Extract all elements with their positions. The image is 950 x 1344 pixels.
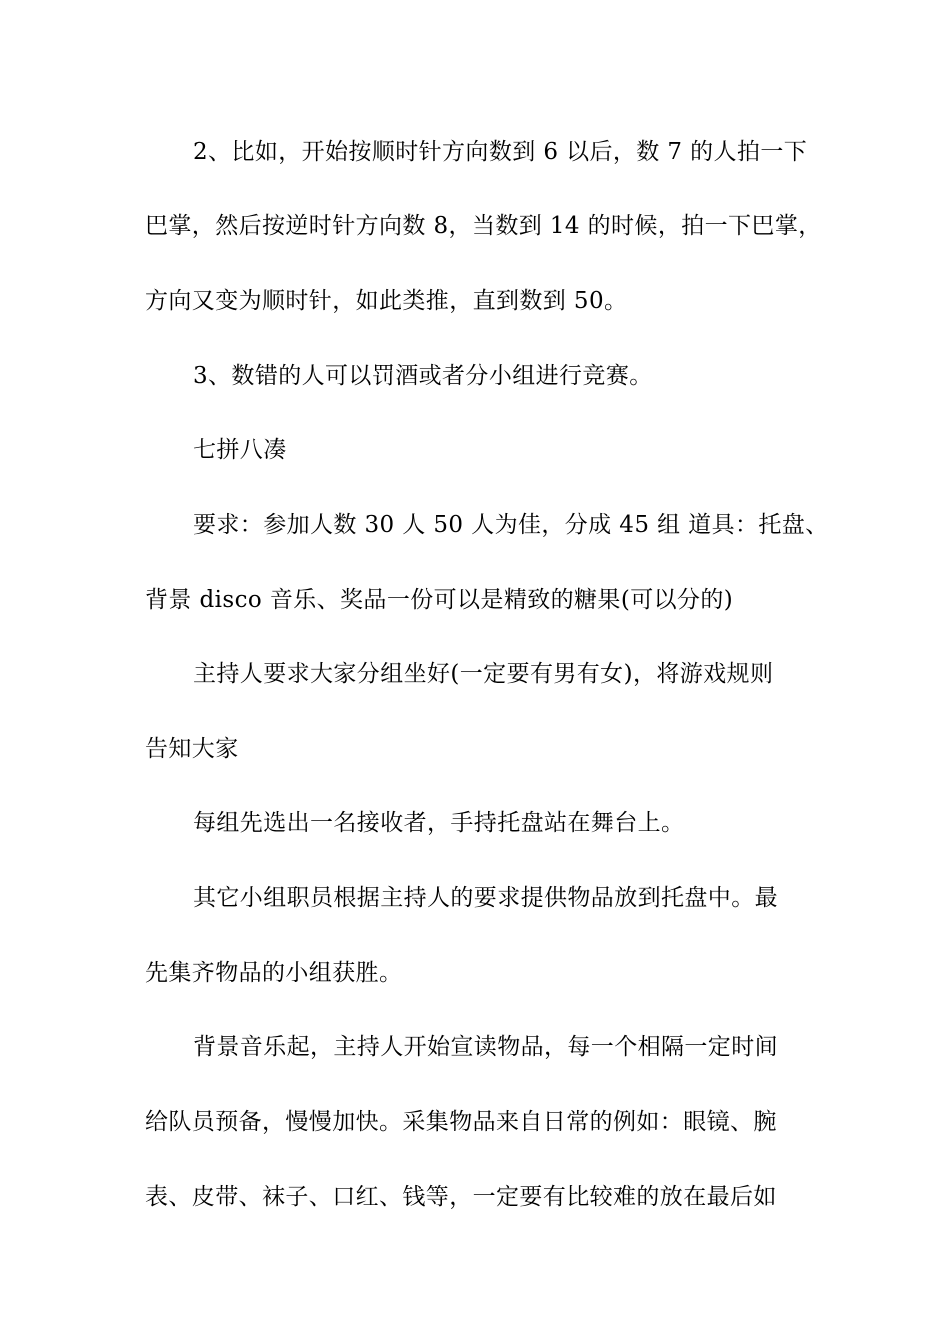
paragraph-line: 3、数错的人可以罚酒或者分小组进行竞赛。 xyxy=(193,363,653,389)
paragraph-line: 2、比如，开始按顺时针方向数到 6 以后，数 7 的人拍一下 xyxy=(193,139,808,165)
section-heading: 七拼八凑 xyxy=(193,437,287,463)
paragraph-line: 巴掌，然后按逆时针方向数 8，当数到 14 的时候，拍一下巴掌， xyxy=(145,213,822,239)
paragraph-line: 主持人要求大家分组坐好(一定要有男有女)，将游戏规则 xyxy=(193,661,774,687)
paragraph-line: 每组先选出一名接收者，手持托盘站在舞台上。 xyxy=(193,810,685,836)
paragraph-line: 表、皮带、袜子、口红、钱等，一定要有比较难的放在最后如 xyxy=(145,1184,777,1210)
paragraph-line: 给队员预备，慢慢加快。采集物品来自日常的例如：眼镜、腕 xyxy=(145,1109,777,1135)
paragraph-line: 其它小组职员根据主持人的要求提供物品放到托盘中。最 xyxy=(193,885,778,911)
paragraph-line: 背景 disco 音乐、奖品一份可以是精致的糖果(可以分的) xyxy=(145,587,734,613)
paragraph-line: 先集齐物品的小组获胜。 xyxy=(145,960,403,986)
paragraph-line: 要求：参加人数 30 人 50 人为佳，分成 45 组 道具：托盘、 xyxy=(193,512,829,538)
paragraph-line: 背景音乐起，主持人开始宣读物品，每一个相隔一定时间 xyxy=(193,1034,778,1060)
paragraph-line: 告知大家 xyxy=(145,736,239,762)
paragraph-line: 方向又变为顺时针，如此类推，直到数到 50。 xyxy=(145,288,628,314)
